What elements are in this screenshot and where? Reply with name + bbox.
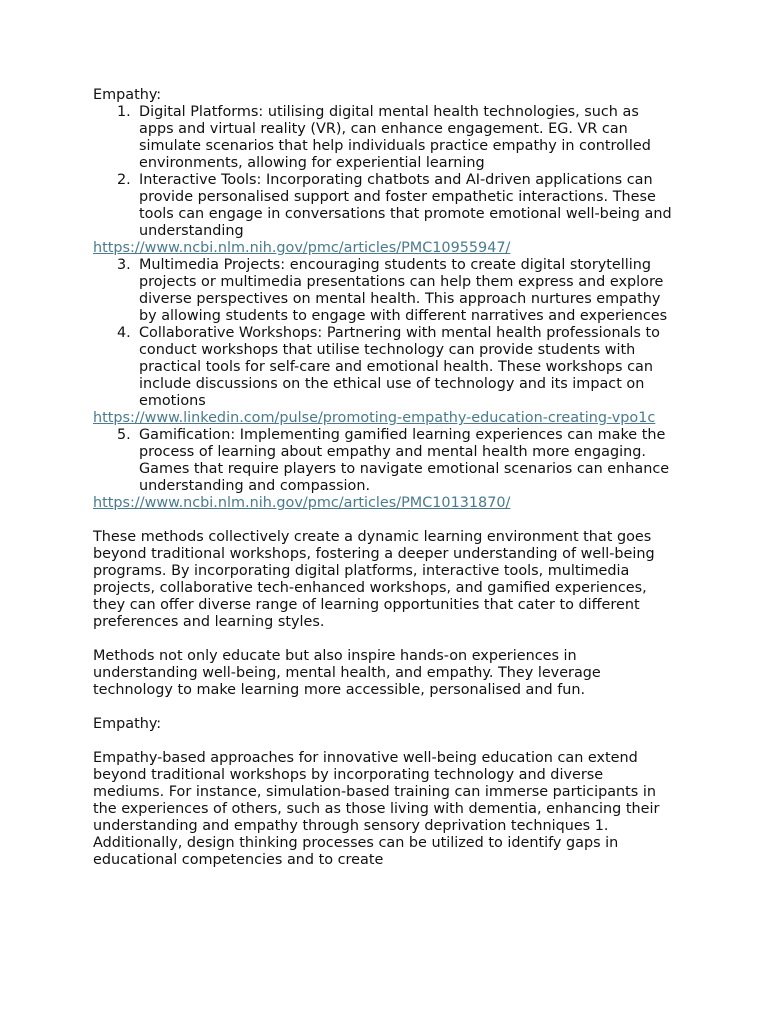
list-item-number: 1. bbox=[117, 104, 131, 120]
list-item-text: Gamification: Implementing gamified learning experiences can make the process of learning about empathy and mental health more engaging. Games that require players to navigate emotional scenarios can enhance understanding and compassion. bbox=[139, 427, 670, 494]
reference-link-ncbi-2[interactable]: https://www.ncbi.nlm.nih.gov/pmc/articles/PMC10131870/ bbox=[93, 495, 511, 511]
list-item-number: 4. bbox=[117, 325, 131, 341]
list-item bbox=[93, 427, 673, 495]
methods-list-final bbox=[93, 427, 673, 495]
section-heading-empathy: Empathy: bbox=[93, 87, 162, 103]
list-item bbox=[93, 325, 673, 410]
methods-paragraph: Methods not only educate but also inspire hands-on experiences in understanding well-being, mental health, and empathy. They leverage technology to make learning more accessible, personalised and fun. bbox=[93, 648, 601, 698]
list-item-text: Multimedia Projects: encouraging students to create digital storytelling projects or multimedia presentations can help them express and explore diverse perspectives on mental health. This approach nurtures empathy by allowing students to engage with different narratives and experiences bbox=[139, 257, 668, 324]
list-item bbox=[93, 172, 673, 240]
list-item-number: 3. bbox=[117, 257, 131, 273]
paragraph-spacer bbox=[93, 699, 673, 716]
list-item-text: Digital Platforms: utilising digital mental health technologies, such as apps and virtual reality (VR), can enhance engagement. EG. VR can simulate scenarios that help individuals practice empathy in controlled environments, allowing for experiential learning bbox=[139, 104, 651, 171]
methods-list-continued bbox=[93, 257, 673, 410]
list-item-text: Collaborative Workshops: Partnering with mental health professionals to conduct workshops that utilise technology can provide students with practical tools for self-care and emotional health. These workshops can include discussions on the ethical use of technology and its impact on emotions bbox=[139, 325, 660, 409]
empathy-approaches-paragraph: Empathy-based approaches for innovative well-being education can extend beyond traditional workshops by incorporating technology and diverse mediums. For instance, simulation-based training can immerse participants in the experiences of others, such as those living with dementia, enhancing their understanding and empathy through sensory deprivation techniques 1. Additionally, design thinking processes can be utilized to identify gaps in educational competencies and to create bbox=[93, 750, 660, 868]
document-body bbox=[93, 87, 673, 869]
paragraph-spacer bbox=[93, 631, 673, 648]
list-item-number: 2. bbox=[117, 172, 131, 188]
list-item bbox=[93, 104, 673, 172]
section-heading-empathy-2: Empathy: bbox=[93, 716, 162, 732]
list-item bbox=[93, 257, 673, 325]
paragraph-spacer bbox=[93, 733, 673, 750]
list-item-number: 5. bbox=[117, 427, 131, 443]
list-item-text: Interactive Tools: Incorporating chatbots and AI-driven applications can provide personalised support and foster empathetic interactions. These tools can engage in conversations that promote emotional well-being and understanding bbox=[139, 172, 672, 239]
paragraph-spacer bbox=[93, 512, 673, 529]
methods-list bbox=[93, 104, 673, 240]
reference-link-ncbi-1[interactable]: https://www.ncbi.nlm.nih.gov/pmc/articles/PMC10955947/ bbox=[93, 240, 511, 256]
summary-paragraph: These methods collectively create a dynamic learning environment that goes beyond traditional workshops, fostering a deeper understanding of well-being programs. By incorporating digital platforms, interactive tools, multimedia projects, collaborative tech-enhanced workshops, and gamified experiences, they can offer diverse range of learning opportunities that cater to different preferences and learning styles. bbox=[93, 529, 655, 630]
reference-link-linkedin[interactable]: https://www.linkedin.com/pulse/promoting-empathy-education-creating-vpo1c bbox=[93, 410, 656, 426]
